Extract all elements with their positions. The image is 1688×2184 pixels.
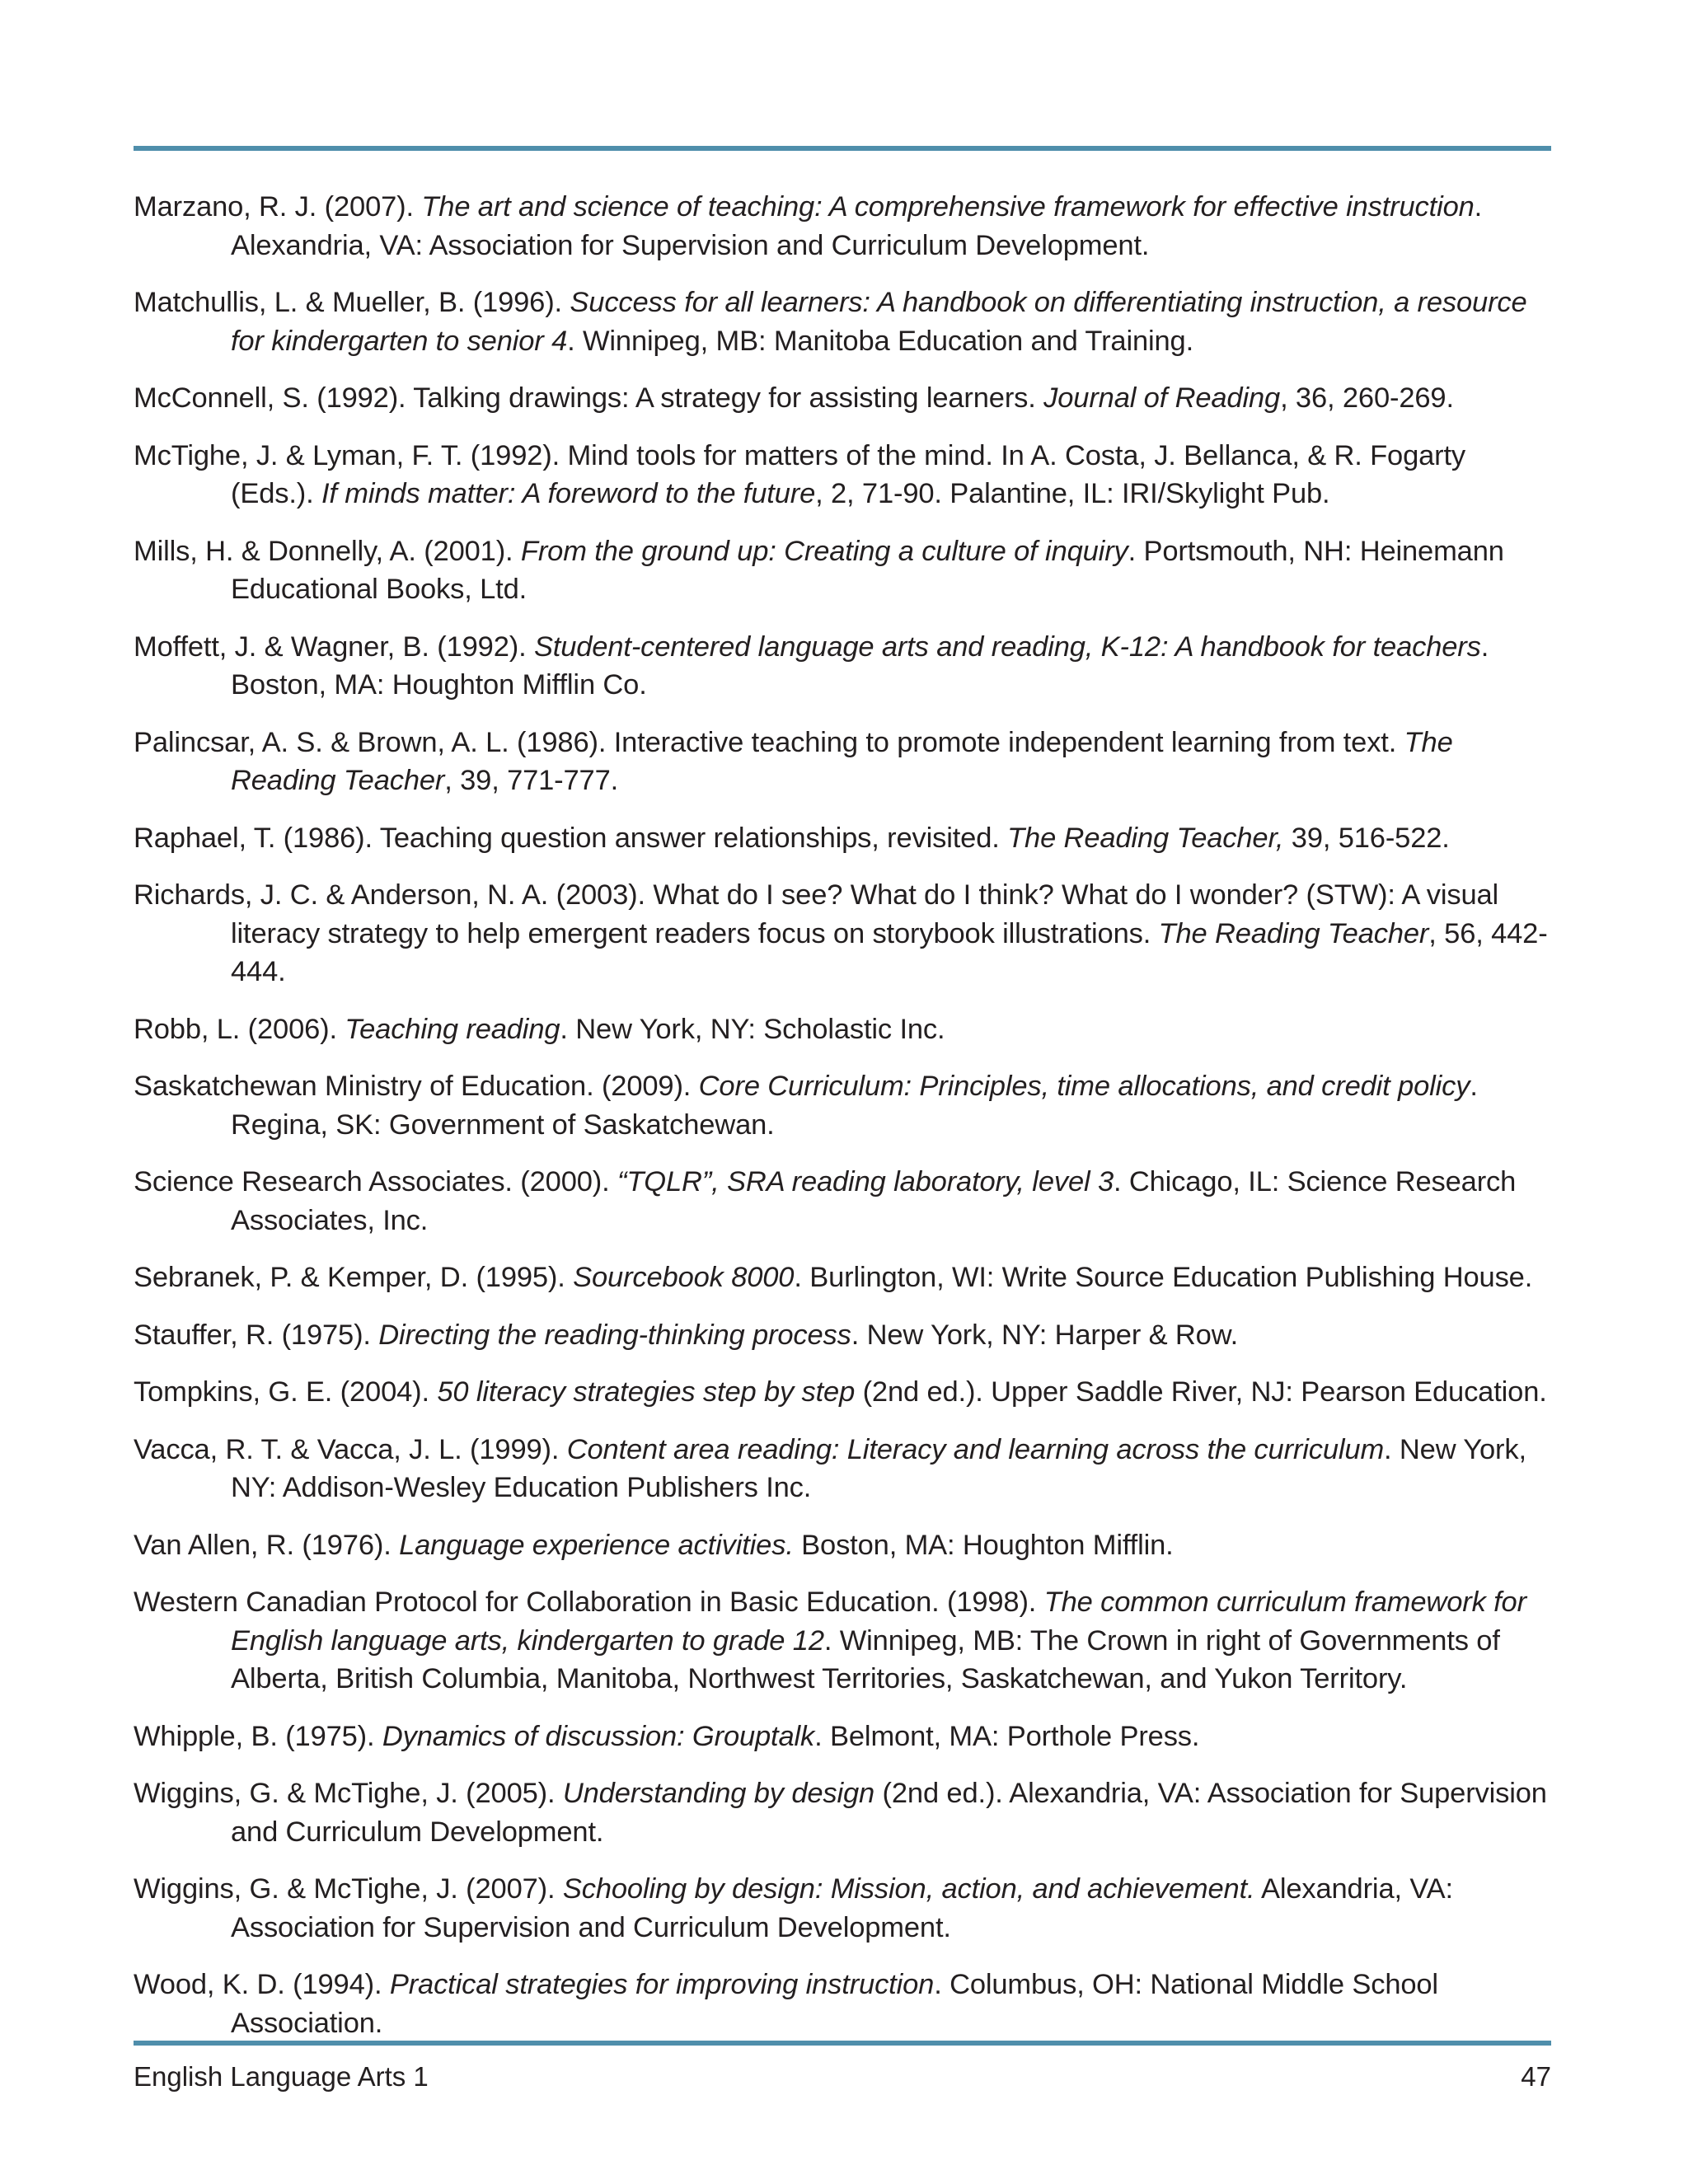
reference-tail: . Belmont, MA: Porthole Press. — [814, 1720, 1200, 1752]
reference-tail: . Burlington, WI: Write Source Education Publishing House. — [794, 1262, 1533, 1293]
reference-title: 50 literacy strategies step by step — [437, 1376, 856, 1408]
reference-item — [134, 1718, 1551, 1756]
reference-tail: . Boston, MA: Houghton Mifflin Co. — [231, 630, 1489, 701]
reference-lead: Marzano, R. J. (2007). — [134, 191, 422, 223]
reference-item — [134, 1870, 1551, 1947]
reference-lead: Matchullis, L. & Mueller, B. (1996). — [134, 287, 570, 318]
reference-tail: . Chicago, IL: Science Research Associates, Inc. — [231, 1166, 1517, 1236]
reference-lead: Robb, L. (2006). — [134, 1013, 345, 1045]
reference-lead: Vacca, R. T. & Vacca, J. L. (1999). — [134, 1433, 567, 1465]
reference-tail: 39, 516-522. — [1283, 822, 1450, 854]
reference-lead: Wiggins, G. & McTighe, J. (2005). — [134, 1778, 563, 1809]
reference-tail: Boston, MA: Houghton Mifflin. — [793, 1529, 1174, 1561]
reference-lead: McTighe, J. & Lyman, F. T. (1992). Mind tools for matters of the mind. In A. Costa, J. Bellanca, & R. Fogarty (Eds.). — [134, 439, 1466, 509]
reference-tail: . Winnipeg, MB: Manitoba Education and Training. — [567, 325, 1194, 357]
reference-lead: McConnell, S. (1992). Talking drawings: A strategy for assisting learners. — [134, 382, 1044, 414]
reference-title: Understanding by design — [562, 1778, 875, 1809]
reference-lead: Palincsar, A. S. & Brown, A. L. (1986). Interactive teaching to promote independent learning from text. — [134, 726, 1404, 758]
reference-item — [134, 876, 1551, 991]
reference-title: The Reading Teacher — [1158, 917, 1429, 949]
reference-lead: Sebranek, P. & Kemper, D. (1995). — [134, 1262, 574, 1293]
reference-tail: . New York, NY: Addison-Wesley Education Publishers Inc. — [231, 1433, 1526, 1503]
reference-title: Schooling by design: Mission, action, and achievement. — [562, 1873, 1255, 1905]
reference-tail: . Columbus, OH: National Middle School Association. — [231, 1969, 1438, 2039]
reference-lead: Van Allen, R. (1976). — [134, 1529, 400, 1561]
top-rule — [134, 146, 1551, 151]
reference-tail: . New York, NY: Scholastic Inc. — [560, 1013, 945, 1045]
reference-lead: Wiggins, G. & McTighe, J. (2007). — [134, 1873, 563, 1905]
reference-item — [134, 379, 1551, 418]
reference-title: Language experience activities. — [399, 1529, 794, 1561]
reference-item — [134, 1373, 1551, 1412]
reference-item — [134, 1010, 1551, 1049]
reference-lead: Tompkins, G. E. (2004). — [134, 1376, 438, 1408]
reference-lead: Richards, J. C. & Anderson, N. A. (2003). What do I see? What do I think? What do I wonder? (STW): A visual literacy strategy to help emergent readers focus on storybook illustrations. — [134, 879, 1499, 949]
reference-tail: . Winnipeg, MB: The Crown in right of Governments of Alberta, British Columbia, Manitoba, Northwest Territories, Saskatchewan, and Yukon Territory. — [231, 1624, 1500, 1694]
reference-item — [134, 819, 1551, 858]
reference-tail: . Portsmouth, NH: Heinemann Educational Books, Ltd. — [231, 535, 1504, 605]
reference-title: Journal of Reading — [1043, 382, 1281, 414]
bottom-rule — [134, 2041, 1551, 2046]
reference-item — [134, 1067, 1551, 1144]
reference-title: Teaching reading — [345, 1013, 560, 1045]
reference-item — [134, 1163, 1551, 1240]
reference-title: “TQLR”, SRA reading laboratory, level 3 — [617, 1166, 1114, 1197]
reference-item — [134, 532, 1551, 609]
reference-item — [134, 1316, 1551, 1355]
reference-lead: Mills, H. & Donnelly, A. (2001). — [134, 535, 521, 567]
page-number: 47 — [1521, 2061, 1551, 2092]
reference-title: The Reading Teacher, — [1007, 822, 1284, 854]
reference-item — [134, 1526, 1551, 1565]
reference-title: The Reading Teacher — [231, 726, 1453, 796]
reference-title: If minds matter: A foreword to the future — [321, 478, 816, 509]
reference-lead: Stauffer, R. (1975). — [134, 1319, 379, 1351]
reference-list — [134, 188, 1551, 2061]
reference-tail: , 36, 260-269. — [1280, 382, 1454, 414]
reference-item — [134, 1966, 1551, 2042]
reference-lead: Raphael, T. (1986). Teaching question answer relationships, revisited. — [134, 822, 1008, 854]
reference-title: Student-centered language arts and reading, K-12: A handbook for teachers — [533, 630, 1481, 663]
reference-title: Content area reading: Literacy and learning across the curriculum — [566, 1433, 1385, 1465]
reference-item — [134, 1258, 1551, 1297]
reference-item — [134, 628, 1551, 705]
footer-document-title: English Language Arts 1 — [134, 2061, 429, 2092]
reference-tail: (2nd ed.). Upper Saddle River, NJ: Pearson Education. — [855, 1376, 1547, 1408]
reference-lead: Science Research Associates. (2000). — [134, 1166, 617, 1197]
reference-tail: . New York, NY: Harper & Row. — [851, 1319, 1239, 1351]
reference-title: Sourcebook 8000 — [573, 1262, 795, 1293]
reference-tail: , 39, 771-777. — [444, 765, 619, 796]
reference-lead: Whipple, B. (1975). — [134, 1720, 382, 1752]
reference-title: Dynamics of discussion: Grouptalk — [382, 1720, 815, 1752]
reference-title: From the ground up: Creating a culture of inquiry — [520, 535, 1128, 567]
reference-item — [134, 1431, 1551, 1507]
reference-lead: Western Canadian Protocol for Collaboration in Basic Education. (1998). — [134, 1586, 1044, 1618]
reference-lead: Moffett, J. & Wagner, B. (1992). — [134, 630, 534, 663]
reference-tail: Alexandria, VA: Association for Supervision and Curriculum Development. — [231, 1873, 1453, 1943]
reference-title: The art and science of teaching: A comprehensive framework for effective instruction — [421, 191, 1475, 223]
reference-item — [134, 724, 1551, 800]
reference-tail: . Regina, SK: Government of Saskatchewan. — [231, 1071, 1478, 1141]
reference-item — [134, 437, 1551, 513]
reference-tail: . Alexandria, VA: Association for Supervision and Curriculum Development. — [231, 191, 1483, 261]
reference-lead: Wood, K. D. (1994). — [134, 1969, 390, 2000]
reference-title: Directing the reading-thinking process — [378, 1319, 851, 1351]
reference-item — [134, 1583, 1551, 1699]
reference-tail: (2nd ed.). Alexandria, VA: Association for Supervision and Curriculum Development. — [231, 1778, 1547, 1848]
reference-lead: Saskatchewan Ministry of Education. (2009). — [134, 1071, 699, 1102]
reference-item — [134, 1774, 1551, 1851]
page-footer — [134, 2057, 1551, 2097]
reference-item — [134, 188, 1551, 265]
reference-title: Practical strategies for improving instruction — [389, 1969, 935, 2000]
reference-title: Core Curriculum: Principles, time allocations, and credit policy — [698, 1071, 1470, 1102]
reference-tail: , 2, 71-90. Palantine, IL: IRI/Skylight Pub. — [815, 478, 1330, 509]
reference-item — [134, 284, 1551, 360]
reference-title: The common curriculum framework for English language arts, kindergarten to grade 12 — [231, 1586, 1526, 1657]
reference-title: Success for all learners: A handbook on differentiating instruction, a resource for kindergarten to senior 4 — [231, 287, 1527, 357]
reference-tail: , 56, 442-444. — [231, 917, 1548, 987]
